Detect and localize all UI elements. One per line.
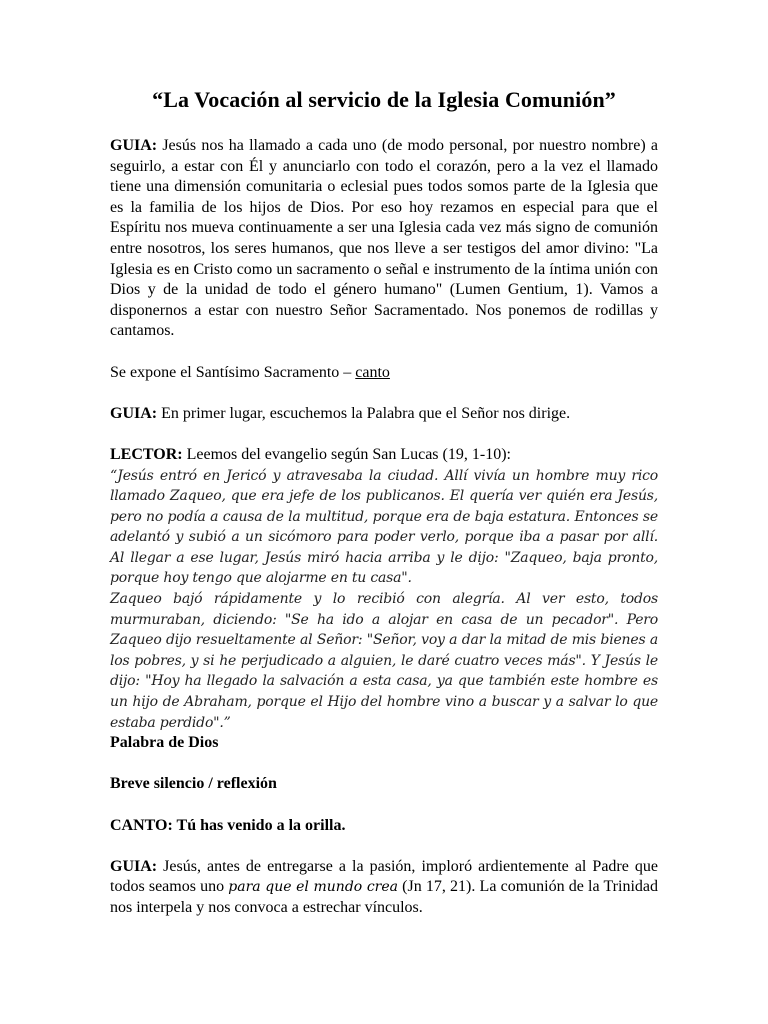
guia-trinity-text-b: (Jn 17, 21). La comunión de la Trinidad nos interpela y nos convoca a estrechar vínculos. bbox=[110, 878, 658, 916]
canto-heading: CANTO: Tú has venido a la orilla. bbox=[110, 816, 346, 834]
palabra-de-dios: Palabra de Dios bbox=[110, 734, 219, 752]
guia-label: GUIA: bbox=[110, 404, 158, 422]
guia-trinity-italic: para que el mundo crea bbox=[228, 879, 398, 896]
exposition-line bbox=[110, 363, 658, 384]
lector-heading bbox=[110, 445, 658, 466]
document-page bbox=[110, 86, 658, 919]
guia-trinity-paragraph bbox=[110, 857, 658, 919]
canto-link[interactable]: canto bbox=[355, 363, 390, 381]
guia-intro-text: Jesús nos ha llamado a cada uno (de modo personal, por nuestro nombre) a seguirlo, a estar con Él y anunciarlo con todo el corazón, pero a la vez el llamado tiene una dimensión comunitaria o eclesial pues todos somos parte de la Iglesia que es la familia de los hijos de Dios. Por eso hoy rezamos en especial para que el Espíritu nos mueva continuamente a ser una Iglesia cada vez más signo de comunión entre nosotros, los seres humanos, que nos lleve a ser testigos del amor divino: "La Iglesia es en Cristo como un sacramento o señal e instrumento de la íntima unión con Dios y de la unidad de todo el género humano" (Lumen Gentium, 1). Vamos a disponernos a estar con nuestro Señor Sacramentado. Nos ponemos de rodillas y cantamos. bbox=[110, 137, 658, 340]
guia-word-paragraph bbox=[110, 404, 658, 425]
guia-label: GUIA: bbox=[110, 857, 158, 875]
guia-trinity-text-a: Jesús, antes de entregarse a la pasión, imploró ardientemente al Padre que todos seamos uno bbox=[110, 857, 659, 896]
lector-label: LECTOR: bbox=[110, 445, 183, 463]
guia-intro-paragraph bbox=[110, 136, 658, 342]
guia-word-text: En primer lugar, escuchemos la Palabra que el Señor nos dirige. bbox=[161, 404, 571, 422]
gospel-quote-part-2: Zaqueo bajó rápidamente y lo recibió con alegría. Al ver esto, todos murmuraban, diciendo: "Se ha ido a alojar en casa de un pecador". Pero Zaqueo dijo resueltamente al Señor: "Señor, voy a dar la mitad de mis bienes a los pobres, y si he perjudicado a alguien, le daré cuatro veces más". Y Jesús le dijo: "Hoy ha llegado la salvación a esta casa, ya que también este hombre es un hijo de Abraham, porque el Hijo del hombre vino a buscar y a salvar lo que estaba perdido".” bbox=[110, 591, 658, 731]
guia-label: GUIA: bbox=[110, 137, 158, 154]
silence-reflection: Breve silencio / reflexión bbox=[110, 775, 277, 793]
lector-reference: Leemos del evangelio según San Lucas (19, 1-10): bbox=[186, 445, 511, 463]
gospel-quote-part-1: “Jesús entró en Jericó y atravesaba la ciudad. Allí vivía un hombre muy rico llamado Zaqueo, que era jefe de los publicanos. El quería ver quién era Jesús, pero no podía a causa de la multitud, porque era de baja estatura. Entonces se adelantó y subió a un sicómoro para poder verlo, porque iba a pasar por allí. Al llegar a ese lugar, Jesús miró hacia arriba y le dijo: "Zaqueo, baja pronto, porque hoy tengo que alojarme en tu casa". bbox=[110, 467, 658, 587]
exposition-text: Se expone el Santísimo Sacramento – bbox=[110, 363, 356, 381]
document-title: “La Vocación al servicio de la Iglesia Comunión” bbox=[152, 87, 616, 112]
